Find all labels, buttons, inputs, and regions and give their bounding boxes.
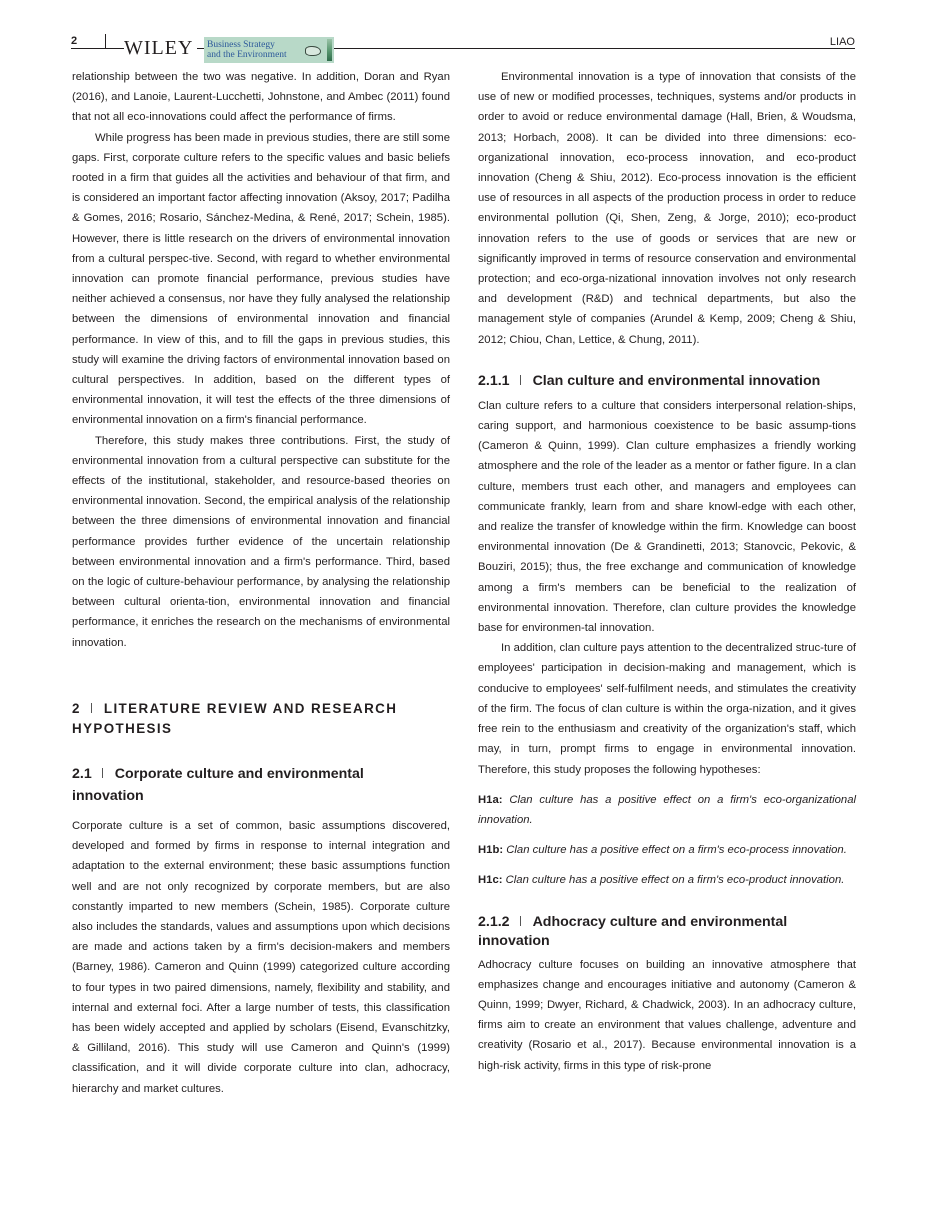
body-paragraph: Environmental innovation is a type of innovation that consists of the use of new or modified processes, techniques, systems and/or products in order to avoid or reduce environmental damage (Hall, Brien, & Woudsma, 2013; Horbach, 2008). It can be divided into three dimensions: eco-organizational innovation, eco-process innovation, and eco-product innovation (Cheng & Shiu, 2012). Eco-process innovation is the efficient use of resources in all aspects of the production process in order to reduce environmental pollution (Qi, Shen, Zeng, & Jorge, 2010); eco-product innovation refers to the use of goods or services that are new or significantly improved in terms of resource conservation and environmental protection; and eco-orga-nizational innovation involves not only research and development (R&D) and technical departments, but also the management style of companies (Arundel & Kemp, 2009; Cheng & Shiu, 2012; Chiou, Chan, Lettice, & Chung, 2011). — [478, 71, 856, 346]
subsection-title: Adhocracy culture and environmental innovation — [478, 913, 788, 949]
header-rule — [334, 48, 855, 49]
heading-separator — [102, 768, 103, 778]
body-paragraph: In addition, clan culture pays attention to the decentralized struc-ture of employees' participation in decision-making and management, which is conducive to employees' self-fulfilment needs, and stimulates the creativity of the firm. The focus of clan culture is within the orga-nization, and it gives free rein to the enthusiasm and creativity of the organization's staff, which may, in turn, prompt firms to engage in environmental innovation. Therefore, this study proposes the following hypotheses: — [478, 642, 856, 776]
journal-emblem-icon — [303, 43, 321, 57]
section-number: 2 — [72, 700, 81, 716]
hypothesis-h1a — [478, 790, 856, 830]
journal-title — [204, 40, 299, 60]
header-divider-tick — [105, 34, 106, 49]
subsection-heading — [478, 370, 856, 392]
journal-color-bar — [327, 39, 332, 61]
body-paragraph: Corporate culture is a set of common, basic assumptions discovered, developed and formed by firms in response to internal integration and adaptation to the external environment; these basic assumptions function well and are not only recognized by corporate members, but are also constantly imparted to new members (Schein, 1985). Corporate culture also includes the standards, values and assumptions upon which decisions are made and actions taken by a firm's decision-makers and members (Barney, 1986). Cameron and Quinn (1999) categorized culture according to four types in two paired dimensions, namely, flexibility and stability, and internal and external foci. After a large number of tests, this classification has been widely accepted and applied by scholars (Eisend, Evanschitzky, & Gilliland, 2016). This study will use Cameron and Quinn's (1999) classification, and it will divide corporate culture into clan, adhocracy, hierarchy and market cultures. — [72, 819, 450, 1095]
subsection-heading — [72, 763, 392, 807]
body-paragraph: Adhocracy culture focuses on building an innovative atmosphere that emphasizes change and encourages initiative and autonomy (Cameron & Quinn, 1999; Dwyer, Richard, & Chadwick, 2003). In an adhocracy culture, firms aim to create an environment that values challenge, adventure and creativity (Rosario et al., 2017). Because environmental innovation is a high-risk activity, firms in this type of risk-prone — [478, 958, 856, 1072]
header-rule — [71, 48, 107, 49]
hypothesis-label: H1c: — [478, 874, 503, 887]
body-paragraph: Therefore, this study makes three contributions. First, the study of environmental innovation from a cultural perspective can substitute for the effects of the institutional, stakeholder, and resource-based theories on environmental innovation. Second, the empirical analysis of the relationship between the three dimensions of environmental innovation and financial performance provides further evidence of the uncertain relationship between environmental innovation and a firm's performance. Third, based on the logic of culture-behaviour performance, by analysing the relationship between cultural orienta-tion, environmental innovation and financial performance, it enriches the research on the mechanisms of environmental innovation. — [72, 434, 450, 649]
page-number: 2 — [71, 35, 78, 47]
section-heading — [72, 699, 450, 739]
subsection-title: Clan culture and environmental innovation — [532, 372, 821, 389]
body-paragraph: While progress has been made in previous studies, there are still some gaps. First, corporate culture refers to the specific values and basic beliefs rooted in a firm that guides all the activities and behaviour of that firm, and is considered an important factor affecting innovation (Aksoy, 2017; Padilha & Gomes, 2016; Rosario, Sánchez-Medina, & René, 2017; Schein, 1985). However, there is little research on the drivers of environmental innovation from a cultural perspec-tive. Second, with regard to whether environmental innovation can promote financial performance, previous studies have neither achieved a consensus, nor have they fully analysed the relationship between the dimensions of environmental innovation and financial performance. In view of this, and to fill the gaps in previous studies, this study will examine the driving factors of environmental innovation based on cultural perspectives. In addition, based on the different types of environmental innovation, it will test the effects of the three dimensions of environmental innovation on a firm's financial performance. — [72, 131, 450, 427]
journal-logo — [204, 37, 334, 63]
right-column — [478, 67, 856, 1076]
heading-separator — [91, 703, 92, 713]
running-head-author: LIAO — [829, 36, 855, 48]
hypothesis-text: Clan culture has a positive effect on a firm's eco-product innovation. — [505, 874, 845, 887]
hypothesis-label: H1a: — [478, 793, 503, 806]
hypothesis-text: Clan culture has a positive effect on a firm's eco-organizational innovation. — [478, 793, 856, 826]
hypothesis-h1b — [478, 840, 856, 860]
hypothesis-h1c — [478, 870, 856, 890]
subsection-title: Corporate culture and environmental innovation — [72, 765, 364, 804]
journal-title-line1: Business Strategy — [207, 40, 275, 50]
header-rule — [106, 48, 124, 49]
subsection-heading — [478, 913, 818, 951]
journal-title-line2: and the Environment — [207, 50, 287, 60]
publisher-logo: WILEY — [124, 37, 194, 59]
section-title: LITERATURE REVIEW AND RESEARCH HYPOTHESIS — [72, 700, 398, 736]
left-column — [72, 67, 450, 1099]
heading-separator — [520, 916, 521, 926]
subsection-number: 2.1.2 — [478, 913, 510, 930]
subsection-number: 2.1 — [72, 765, 92, 782]
heading-separator — [520, 375, 521, 385]
body-paragraph: relationship between the two was negative. In addition, Doran and Ryan (2016), and Lanoie, Laurent-Lucchetti, Johnstone, and Ambec (2011) found that not all eco-innovations could affect the performance of firms. — [72, 71, 450, 124]
subsection-number: 2.1.1 — [478, 372, 510, 389]
hypothesis-label: H1b: — [478, 844, 504, 857]
body-paragraph: Clan culture refers to a culture that considers interpersonal relation-ships, caring support, and harmonious coexistence to be basic assump-tions (Cameron & Quinn, 1999). Clan culture emphasizes a friendly working atmosphere and the role of the leader as a mentor or father figure. In a clan culture, members trust each other, and managers and employees can communicate frankly, learn from and share knowl-edge with each other, and realize the transfer of knowledge within the firm. Knowledge can boost environmental innovation (De & Grandinetti, 2013; Stanovcic, Pekovic, & Bouziri, 2015); thus, the free exchange and communication of knowledge among a firm's members can be beneficial to the realization of environmental innovation. Therefore, clan culture provides the knowledge base for environmen-tal innovation. — [478, 399, 856, 635]
hypothesis-text: Clan culture has a positive effect on a firm's eco-process innovation. — [506, 844, 847, 857]
page-header — [0, 0, 925, 70]
